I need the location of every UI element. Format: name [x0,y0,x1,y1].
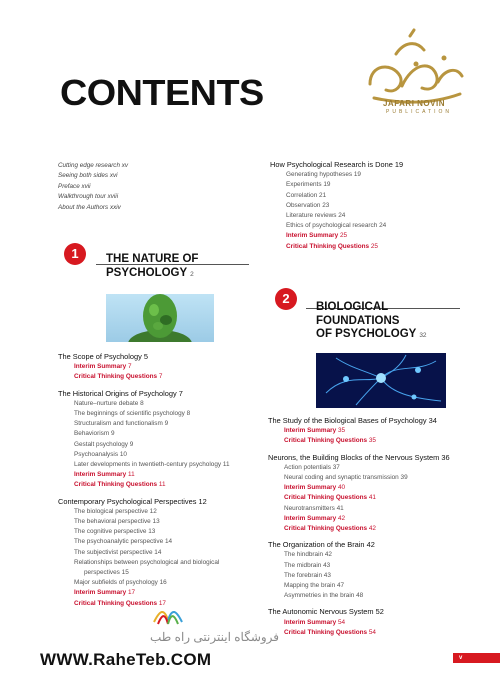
toc-item[interactable]: Observation 23 [286,201,330,209]
critical-thinking-link[interactable]: Critical Thinking Questions 41 [284,494,376,502]
toc-section[interactable]: The Historical Origins of Psychology 7 [58,388,183,398]
chapter-number-badge: 1 [64,243,86,265]
interim-summary-link[interactable]: Interim Summary 42 [284,514,346,522]
toc-section[interactable]: The Autonomic Nervous System 52 [268,607,384,617]
toc-section[interactable]: Neurons, the Building Blocks of the Nervous System 36 [268,452,450,462]
front-matter-list [58,161,128,213]
toc-item[interactable]: Neurotransmitters 41 [284,504,344,512]
chapter-number-badge: 2 [275,288,297,310]
toc-item[interactable]: Experiments 19 [286,181,331,189]
toc-item[interactable]: Relationships between psychological and biological [74,558,220,566]
toc-item[interactable]: The beginnings of scientific psychology 8 [74,410,191,418]
toc-item[interactable]: The hindbrain 42 [284,551,332,559]
toc-item[interactable]: The forebrain 43 [284,571,331,579]
toc-right-top [270,160,403,252]
critical-thinking-link[interactable]: Critical Thinking Questions 11 [74,481,166,489]
books-icon [150,602,186,628]
interim-summary-link[interactable]: Interim Summary 54 [284,618,346,626]
page-number: v [453,653,500,663]
chapter-image-leaf-head [106,294,214,342]
interim-summary-link[interactable]: Interim Summary 11 [74,471,135,479]
toc-item[interactable]: Mapping the brain 47 [284,582,345,590]
front-matter-item[interactable]: Walkthrough tour xviii [58,193,119,201]
interim-summary-link[interactable]: Interim Summary 25 [286,232,348,240]
toc-item[interactable]: Behaviorism 9 [74,430,115,438]
critical-thinking-link[interactable]: Critical Thinking Questions 35 [284,437,376,445]
toc-item[interactable]: Asymmetries in the brain 48 [284,592,364,600]
toc-section[interactable]: Contemporary Psychological Perspectives 12 [58,496,207,506]
toc-chapter1 [58,352,230,609]
toc-item[interactable]: Gestalt psychology 9 [74,440,134,448]
toc-section[interactable]: How Psychological Research is Done 19 [270,160,404,169]
critical-thinking-link[interactable]: Critical Thinking Questions 25 [286,242,378,250]
toc-chapter2 [268,416,450,638]
interim-summary-link[interactable]: Interim Summary 40 [284,484,346,492]
toc-item[interactable]: Literature reviews 24 [286,212,346,220]
toc-item[interactable]: Later developments in twentieth-century psychology 11 [74,461,230,469]
toc-item[interactable]: Action potentials 37 [284,463,340,471]
toc-section[interactable]: The Organization of the Brain 42 [268,540,375,550]
toc-item[interactable]: Ethics of psychological research 24 [286,222,387,230]
critical-thinking-link[interactable]: Critical Thinking Questions 17 [74,599,166,607]
critical-thinking-link[interactable]: Critical Thinking Questions 54 [284,628,376,636]
toc-section[interactable]: The Study of the Biological Bases of Psychology 34 [268,416,437,425]
publisher-subtitle: PUBLICATION [386,109,452,115]
front-matter-item[interactable]: Seeing both sides xvi [58,172,118,180]
toc-item[interactable]: Neural coding and synaptic transmission 39 [284,474,408,482]
toc-item[interactable]: The cognitive perspective 13 [74,528,156,536]
toc-item[interactable]: Nature–nurture debate 8 [74,399,144,407]
toc-section[interactable]: The Scope of Psychology 5 [58,352,148,361]
toc-item[interactable]: Correlation 21 [286,191,327,199]
publisher-name: JAFARI NOVIN [382,99,445,108]
page-title: CONTENTS [60,72,264,113]
critical-thinking-link[interactable]: Critical Thinking Questions 7 [74,373,163,381]
chapter-title[interactable]: THE NATURE OF PSYCHOLOGY 2 [106,253,199,279]
toc-item[interactable]: perspectives 15 [84,569,129,577]
watermark-url[interactable]: WWW.RaheTeb.COM [40,650,212,669]
toc-item[interactable]: The biological perspective 12 [74,507,157,515]
toc-item[interactable]: Major subfields of psychology 16 [74,579,167,587]
chapter-image-neurons [316,353,446,408]
toc-item[interactable]: The midbrain 43 [284,561,331,569]
interim-summary-link[interactable]: Interim Summary 35 [284,427,346,435]
toc-item[interactable]: Structuralism and functionalism 9 [74,420,169,428]
toc-item[interactable]: Psychoanalysis 10 [74,450,127,458]
front-matter-item[interactable]: Cutting edge research xv [58,162,129,169]
front-matter-item[interactable]: About the Authors xxiv [58,203,121,211]
critical-thinking-link[interactable]: Critical Thinking Questions 42 [284,525,376,533]
toc-item[interactable]: The behavioral perspective 13 [74,518,160,526]
chapter-title[interactable]: BIOLOGICAL FOUNDATIONS OF PSYCHOLOGY 32 [316,301,427,340]
toc-item[interactable]: The subjectivist perspective 14 [74,548,162,556]
toc-item[interactable]: Generating hypotheses 19 [286,171,361,179]
interim-summary-link[interactable]: Interim Summary 17 [74,589,136,597]
watermark-persian: فروشگاه اینترنتی راه طب [150,630,280,644]
toc-item[interactable]: The psychoanalytic perspective 14 [74,538,173,546]
front-matter-item[interactable]: Preface xvii [58,182,91,190]
interim-summary-link[interactable]: Interim Summary 7 [74,363,132,371]
